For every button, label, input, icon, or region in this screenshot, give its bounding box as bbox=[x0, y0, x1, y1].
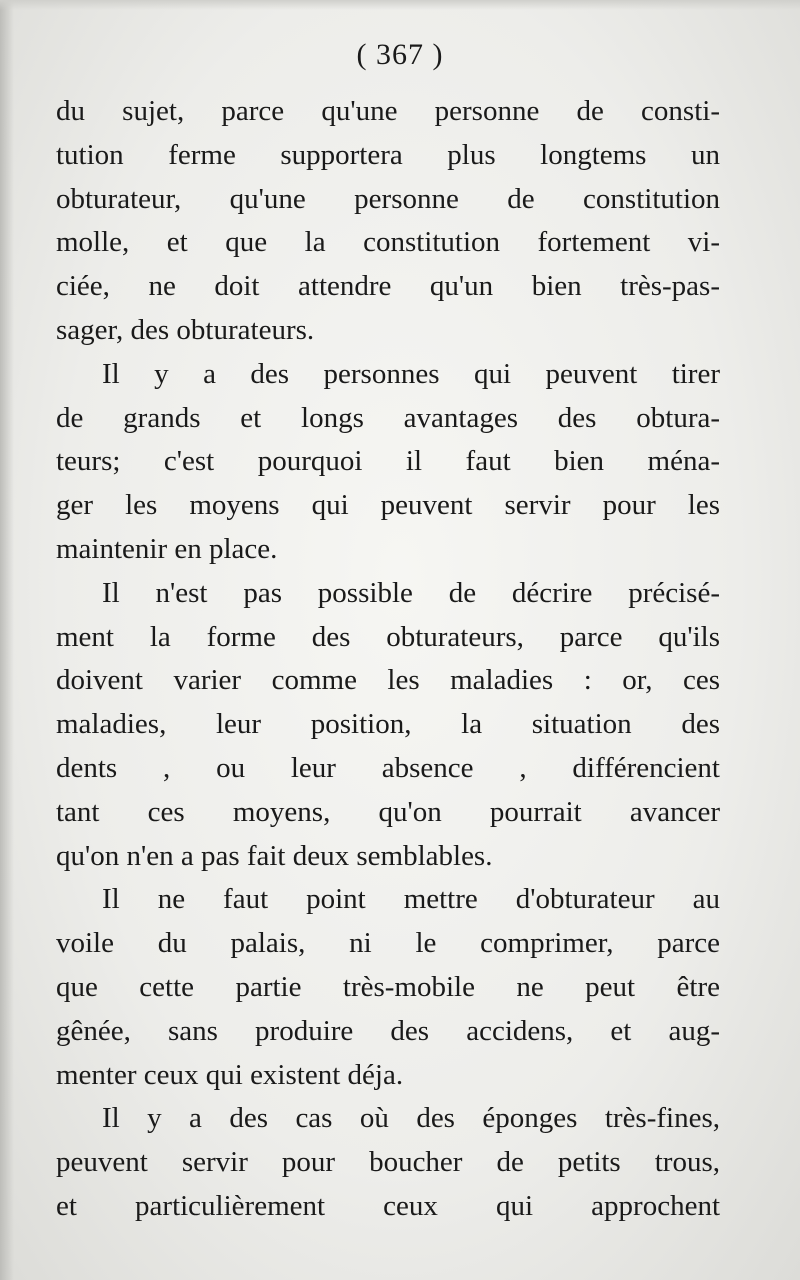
paragraph-1 bbox=[56, 90, 720, 353]
paragraph-2 bbox=[56, 353, 720, 572]
text-line: qu'on n'en a pas fait deux semblables. bbox=[56, 839, 493, 872]
text-line: doivent varier comme les maladies : or, ces bbox=[56, 664, 720, 697]
text-line: tution ferme supportera plus longtems un bbox=[56, 138, 720, 171]
text-line: ment la forme des obturateurs, parce qu'ils bbox=[56, 620, 720, 653]
text-line: obturateur, qu'une personne de constitution bbox=[56, 182, 720, 215]
page-number: ( 367 ) bbox=[356, 38, 444, 71]
text-line: teurs; c'est pourquoi il faut bien ména- bbox=[56, 445, 720, 478]
paragraph-3 bbox=[56, 572, 720, 879]
text-line: menter ceux qui existent déja. bbox=[56, 1058, 404, 1091]
text-line: maintenir en place. bbox=[56, 532, 278, 565]
text-line: peuvent servir pour boucher de petits trous, bbox=[56, 1146, 720, 1179]
text-line: maladies, leur position, la situation des bbox=[56, 708, 720, 741]
page-top-shadow bbox=[0, 0, 800, 10]
text-line: du sujet, parce qu'une personne de consti- bbox=[56, 95, 720, 127]
text-line: et particulièrement ceux qui approchent bbox=[56, 1189, 720, 1222]
text-line: gênée, sans produire des accidens, et aug- bbox=[56, 1014, 720, 1047]
text-line: Il n'est pas possible de décrire précisé- bbox=[102, 576, 720, 609]
text-line: sager, des obturateurs. bbox=[56, 313, 315, 346]
body-text bbox=[56, 90, 720, 1229]
text-line: tant ces moyens, qu'on pourrait avancer bbox=[56, 795, 720, 828]
text-line: de grands et longs avantages des obtura- bbox=[56, 401, 720, 434]
text-line: que cette partie très-mobile ne peut être bbox=[56, 970, 720, 1003]
text-line: dents , ou leur absence , différencient bbox=[56, 751, 720, 784]
text-line: Il y a des cas où des éponges très-fines, bbox=[102, 1102, 720, 1135]
text-line: ciée, ne doit attendre qu'un bien très-pas- bbox=[56, 270, 720, 303]
paragraph-4 bbox=[56, 878, 720, 1097]
text-line: voile du palais, ni le comprimer, parce bbox=[56, 927, 720, 960]
page-left-shadow bbox=[0, 0, 14, 1280]
paragraph-5 bbox=[56, 1097, 720, 1228]
text-line: Il ne faut point mettre d'obturateur au bbox=[102, 883, 720, 916]
text-line: molle, et que la constitution fortement vi- bbox=[56, 226, 720, 259]
text-line: ger les moyens qui peuvent servir pour les bbox=[56, 489, 720, 522]
text-line: Il y a des personnes qui peuvent tirer bbox=[102, 357, 720, 390]
